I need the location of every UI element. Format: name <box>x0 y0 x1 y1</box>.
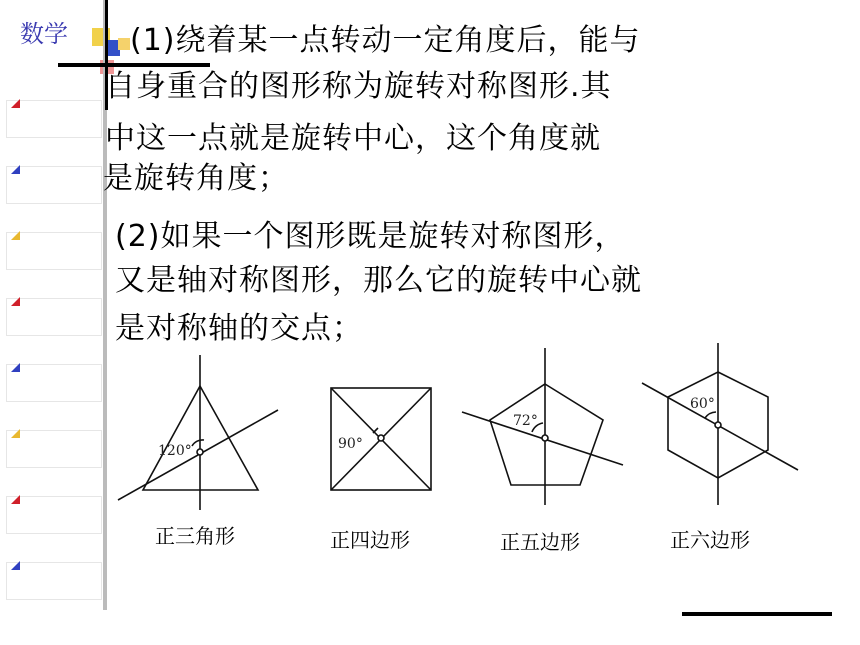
square-figure <box>331 388 431 490</box>
triangle-figure <box>118 355 278 510</box>
subject-label: 数学 <box>20 20 68 48</box>
para2-line2: 又是轴对称图形，那么它的旋转中心就 <box>115 263 642 298</box>
triangle-angle-label: 120° <box>158 443 192 459</box>
square-label: 正四边形 <box>330 528 410 552</box>
para2-line3: 是对称轴的交点； <box>115 311 363 346</box>
hexagon-figure <box>642 343 798 505</box>
square-angle-label: 90° <box>338 436 363 452</box>
pentagon-label: 正五边形 <box>500 530 580 554</box>
triangle-label: 正三角形 <box>155 524 235 548</box>
pentagon-angle-label: 72° <box>513 413 538 429</box>
para1-line2: 自身重合的图形称为旋转对称图形.其 <box>105 69 612 104</box>
hexagon-label: 正六边形 <box>670 528 750 552</box>
para1-line1: (1)绕着某一点转动一定角度后，能与 <box>130 23 641 58</box>
para2-line1: (2)如果一个图形既是旋转对称图形， <box>115 219 626 254</box>
para1-line3: 中这一点就是旋转中心，这个角度就 <box>105 121 601 156</box>
para1-line4: 是旋转角度； <box>103 161 289 196</box>
pentagon-figure <box>462 348 623 505</box>
hexagon-angle-label: 60° <box>690 396 715 412</box>
